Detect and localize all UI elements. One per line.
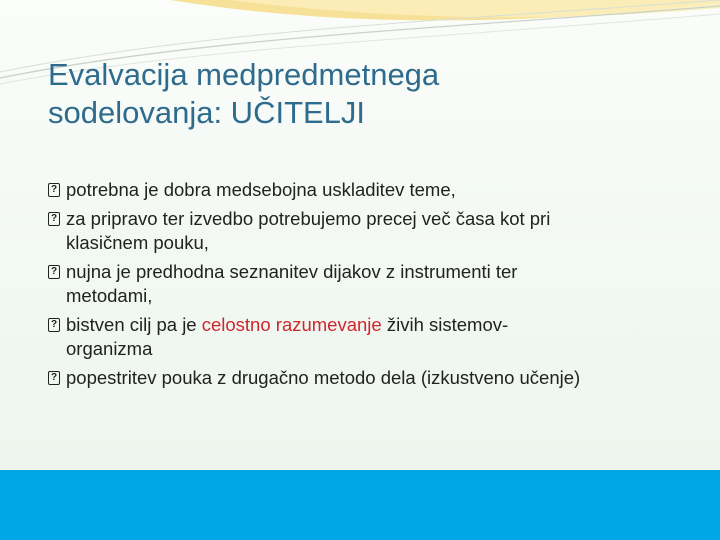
slide-title: [48, 56, 668, 132]
footer-bar: [0, 470, 720, 540]
bullet-marker-icon: ?: [48, 318, 60, 332]
bullet-marker-icon: ?: [48, 371, 60, 385]
bullet-marker-icon: ?: [48, 212, 60, 226]
bullet-text: [66, 313, 698, 337]
bullet-text: za pripravo ter izvedbo potrebujemo precej več časa kot pri: [66, 208, 551, 229]
bullet-text: nujna je predhodna seznanitev dijakov z instrumenti ter: [66, 261, 518, 282]
bullet-list: [48, 178, 698, 395]
bullet-text: potrebna je dobra medsebojna uskladitev teme,: [66, 179, 456, 200]
bullet-item: [48, 313, 698, 361]
bullet-marker-icon: ?: [48, 183, 60, 197]
slide-title-line: Evalvacija medpredmetnega: [48, 57, 440, 92]
bullet-text: popestritev pouka z drugačno metodo dela (izkustveno učenje): [66, 367, 581, 388]
bullet-text: metodami,: [66, 285, 153, 306]
bullet-item: [48, 366, 698, 390]
bullet-text: organizma: [66, 338, 153, 359]
bullet-text-part: živih sistemov-: [381, 314, 509, 335]
slide-title-line: sodelovanja: UČITELJI: [48, 95, 366, 130]
bullet-text-part: bistven cilj pa je: [66, 314, 202, 335]
bullet-text: klasičnem pouku,: [66, 232, 209, 253]
highlighted-phrase: celostno razumevanje: [201, 314, 382, 335]
bullet-item: [48, 207, 698, 255]
bullet-marker-icon: ?: [48, 265, 60, 279]
bullet-item: [48, 178, 698, 202]
bullet-item: [48, 260, 698, 308]
